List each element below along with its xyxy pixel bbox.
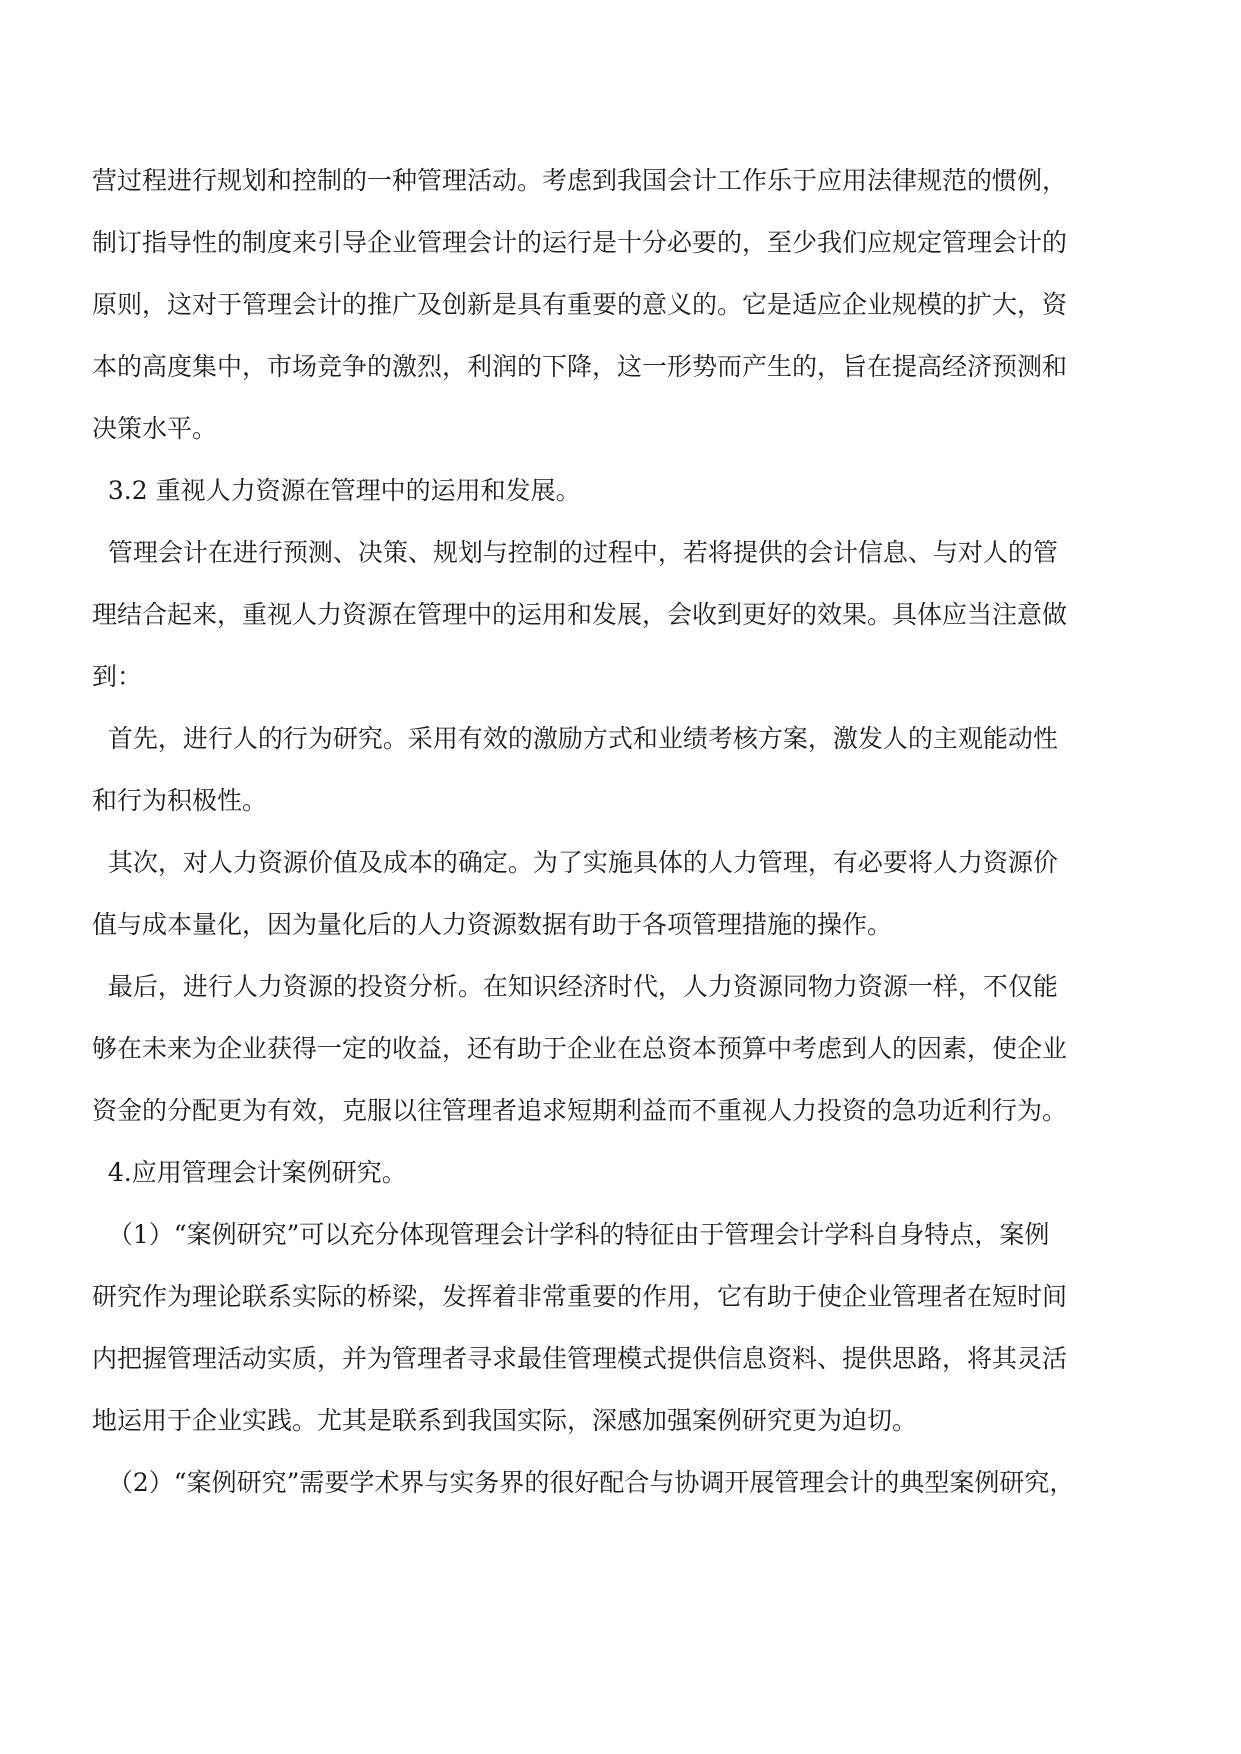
text-line: 理结合起来，重视人力资源在管理中的运用和发展，会收到更好的效果。具体应当注意做: [92, 600, 1068, 629]
text-line: 原则，这对于管理会计的推广及创新是具有重要的意义的。它是适应企业规模的扩大，资: [92, 290, 1068, 319]
text-line: 决策水平。: [92, 414, 218, 443]
text-line: 和行为积极性。: [92, 786, 268, 815]
text-line: 其次，对人力资源价值及成本的确定。为了实施具体的人力管理，有必要将人力资源价: [92, 848, 1058, 877]
text-line: 本的高度集中，市场竞争的激烈，利润的下降，这一形势而产生的，旨在提高经济预测和: [92, 352, 1068, 381]
text-line: （2）“案例研究”需要学术界与实务界的很好配合与协调开展管理会计的典型案例研究，: [92, 1468, 1075, 1497]
text-line: 内把握管理活动实质，并为管理者寻求最佳管理模式提供信息资料、提供思路，将其灵活: [92, 1344, 1068, 1373]
text-line: 值与成本量化，因为量化后的人力资源数据有助于各项管理措施的操作。: [92, 910, 893, 939]
section-heading: 4.应用管理会计案例研究。: [92, 1158, 407, 1187]
text-line: 研究作为理论联系实际的桥梁，发挥着非常重要的作用，它有助于使企业管理者在短时间: [92, 1282, 1068, 1311]
text-line: 管理会计在进行预测、决策、规划与控制的过程中，若将提供的会计信息、与对人的管: [92, 538, 1058, 567]
text-line: 够在未来为企业获得一定的收益，还有助于企业在总资本预算中考虑到人的因素，使企业: [92, 1034, 1068, 1063]
text-line: （1）“案例研究”可以充分体现管理会计学科的特征由于管理会计学科自身特点，案例: [92, 1220, 1050, 1249]
text-line: 营过程进行规划和控制的一种管理活动。考虑到我国会计工作乐于应用法律规范的惯例，: [92, 166, 1068, 195]
text-line: 制订指导性的制度来引导企业管理会计的运行是十分必要的，至少我们应规定管理会计的: [92, 228, 1068, 257]
text-line: 到：: [92, 662, 143, 691]
text-line: 资金的分配更为有效，克服以往管理者追求短期利益而不重视人力投资的急功近利行为。: [92, 1096, 1068, 1125]
text-line: 地运用于企业实践。尤其是联系到我国实际，深感加强案例研究更为迫切。: [92, 1406, 918, 1435]
body-text: [92, 150, 1154, 1514]
text-line: 最后，进行人力资源的投资分析。在知识经济时代，人力资源同物力资源一样，不仅能: [92, 972, 1058, 1001]
text-line: 首先，进行人的行为研究。采用有效的激励方式和业绩考核方案，激发人的主观能动性: [92, 724, 1058, 753]
section-heading: 3.2 重视人力资源在管理中的运用和发展。: [92, 476, 581, 505]
